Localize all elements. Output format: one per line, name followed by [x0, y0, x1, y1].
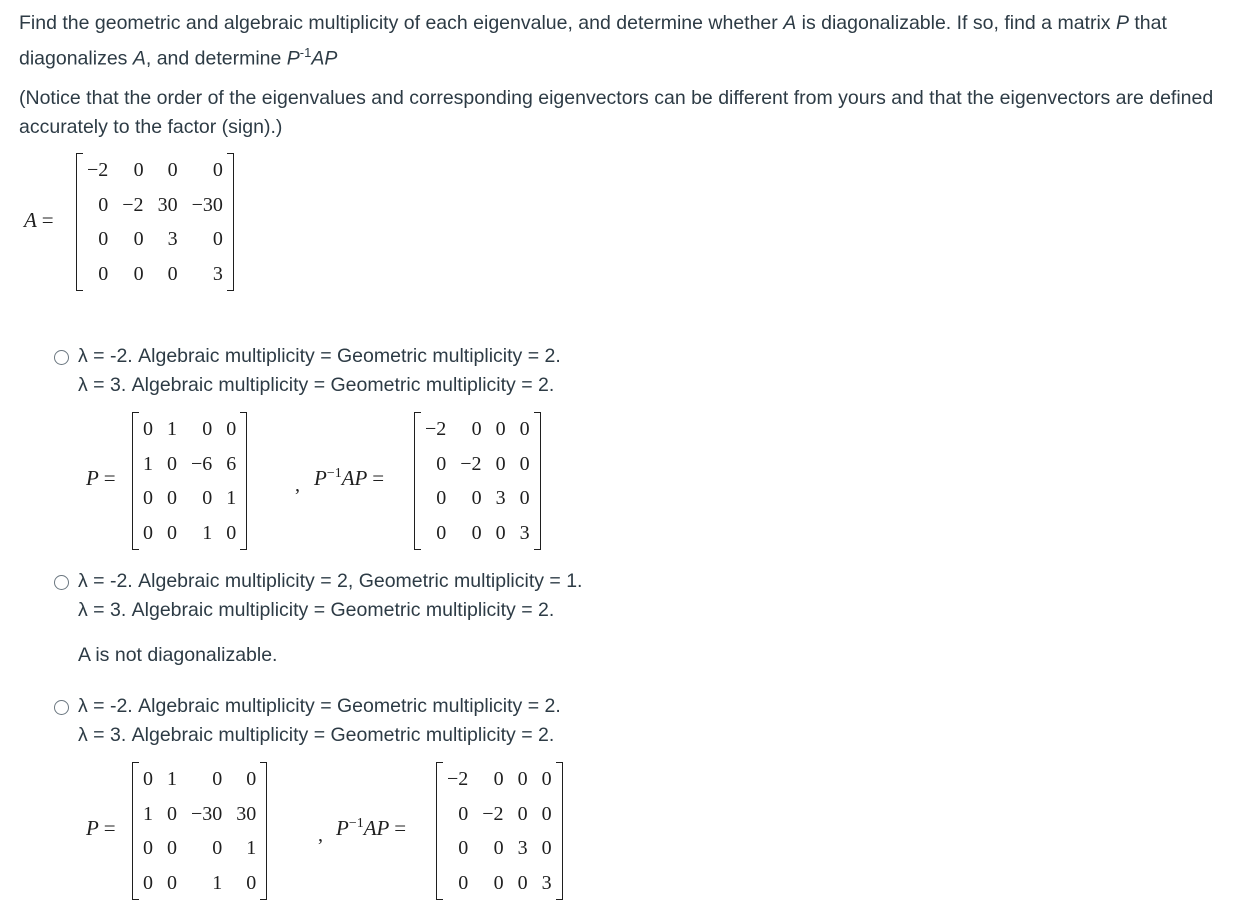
matrix-cell: 0	[167, 802, 177, 825]
matrix-row	[136, 481, 243, 516]
right-bracket	[260, 762, 267, 900]
matrix-cell: 1	[143, 802, 153, 825]
right-bracket	[556, 762, 563, 900]
option-3-line-2: λ = 3. Algebraic multiplicity = Geometric multiplicity = 2.	[78, 724, 555, 746]
matrix-cell: 0	[471, 487, 482, 509]
matrix-row	[136, 516, 243, 551]
option-2-note: A is not diagonalizable.	[78, 644, 278, 666]
matrix-row	[136, 412, 243, 447]
matrix-cell: 0	[133, 262, 144, 285]
matrix-cell: −30	[191, 193, 223, 216]
matrix-cell: 0	[98, 193, 109, 216]
matrix-cell: 0	[493, 768, 504, 790]
matrix-cell: 0	[212, 768, 223, 790]
matrix-cell: 0	[167, 159, 178, 181]
matrix-cell: 0	[212, 159, 223, 181]
matrix-cell: 3	[495, 487, 506, 509]
matrix-cell: 3	[541, 871, 552, 894]
left-bracket	[132, 762, 139, 900]
matrix-cell: 3	[519, 521, 530, 544]
matrix-cell: 0	[143, 837, 153, 859]
option-2-line-1: λ = -2. Algebraic multiplicity = 2, Geometric multiplicity = 1.	[78, 570, 583, 592]
matrix-cell: 0	[458, 837, 469, 859]
matrix-cell: −2	[425, 418, 447, 440]
matrix-cell: 0	[517, 768, 528, 790]
left-bracket	[414, 412, 421, 550]
matrix-cell: 0	[458, 802, 469, 825]
matrix-cell: −30	[191, 802, 223, 825]
matrix-cell: 1	[226, 487, 237, 509]
matrix-row	[418, 447, 537, 482]
option-3-p-label: P =	[86, 816, 116, 840]
option-1-matrix-p-body	[136, 412, 243, 550]
option-3-matrix-d-body	[440, 762, 559, 900]
matrix-cell: 0	[98, 228, 109, 250]
matrix-cell: 0	[167, 262, 178, 285]
matrix-cell: −2	[87, 159, 109, 181]
matrix-cell: 0	[519, 418, 530, 440]
matrix-a-body	[80, 153, 230, 291]
matrix-cell: 0	[212, 228, 223, 250]
matrix-cell: 0	[226, 521, 237, 544]
matrix-cell: 0	[436, 487, 447, 509]
matrix-a	[80, 153, 230, 291]
matrix-cell: 0	[167, 521, 177, 544]
right-bracket	[240, 412, 247, 550]
option-1-line-2: λ = 3. Algebraic multiplicity = Geometric multiplicity = 2.	[78, 374, 555, 396]
matrix-cell: 0	[458, 871, 469, 894]
matrix-cell: 0	[493, 871, 504, 894]
option-3-comma: ,	[318, 824, 323, 846]
matrix-cell: 0	[167, 837, 177, 859]
matrix-row	[440, 866, 559, 901]
matrix-row	[136, 797, 263, 832]
option-2-line-2: λ = 3. Algebraic multiplicity = Geometric multiplicity = 2.	[78, 599, 555, 621]
question-text: Find the geometric and algebraic multiplicity of each eigenvalue, and determine whether A is diagonalizable. If so, find a matrix P that diagonalizes A, and determine $P^{-1}AP$	[19, 12, 1167, 70]
matrix-cell: 1	[143, 452, 153, 475]
matrix-row	[440, 762, 559, 797]
matrix-cell: 0	[143, 871, 153, 894]
matrix-cell: 0	[541, 802, 552, 825]
matrix-cell: −2	[460, 452, 482, 475]
matrix-cell: 1	[202, 521, 213, 544]
matrix-cell: 0	[471, 418, 482, 440]
matrix-cell: 3	[167, 228, 178, 250]
matrix-cell: 1	[167, 418, 177, 440]
matrix-cell: 0	[143, 768, 153, 790]
matrix-cell: −6	[191, 452, 213, 475]
matrix-row	[136, 831, 263, 866]
matrix-cell: 0	[541, 768, 552, 790]
matrix-a-label: A =	[24, 208, 54, 232]
left-bracket	[76, 153, 83, 291]
matrix-cell: −2	[482, 802, 504, 825]
matrix-cell: 0	[98, 262, 109, 285]
matrix-cell: 0	[495, 521, 506, 544]
matrix-cell: 0	[212, 837, 223, 859]
matrix-cell: 0	[143, 487, 153, 509]
matrix-cell: 0	[143, 521, 153, 544]
option-1-p-label: P =	[86, 466, 116, 490]
matrix-cell: 0	[517, 871, 528, 894]
matrix-cell: 0	[541, 837, 552, 859]
option-3-matrix-p	[136, 762, 263, 900]
matrix-row	[136, 762, 263, 797]
matrix-cell: 1	[212, 871, 223, 894]
option-1-matrix-d-body	[418, 412, 537, 550]
matrix-row	[136, 866, 263, 901]
option-3-matrix-d	[440, 762, 559, 900]
matrix-cell: 0	[519, 452, 530, 475]
matrix-cell: 0	[495, 418, 506, 440]
matrix-row	[440, 831, 559, 866]
matrix-row	[418, 481, 537, 516]
matrix-cell: 0	[202, 487, 213, 509]
option-3-radio[interactable]	[54, 700, 69, 715]
right-bracket	[534, 412, 541, 550]
matrix-cell: 0	[202, 418, 213, 440]
right-bracket	[227, 153, 234, 291]
option-1-pinv-label: $P^{-1}AP$ =	[314, 466, 385, 490]
matrix-cell: 0	[246, 768, 257, 790]
matrix-cell: 0	[436, 452, 447, 475]
option-1-radio[interactable]	[54, 350, 69, 365]
matrix-cell: −2	[447, 768, 469, 790]
matrix-row	[80, 222, 230, 257]
option-3-pinv-label: $P^{-1}AP$ =	[336, 816, 407, 840]
matrix-cell: 0	[246, 871, 257, 894]
matrix-cell: 0	[133, 228, 144, 250]
left-bracket	[436, 762, 443, 900]
matrix-cell: 30	[236, 802, 257, 825]
matrix-cell: 0	[493, 837, 504, 859]
matrix-row	[80, 153, 230, 188]
matrix-cell: 6	[226, 452, 237, 475]
notice-text: (Notice that the order of the eigenvalues and corresponding eigenvectors can be different from yours and that the eigenvectors are defined accurately to the factor (sign).)	[19, 87, 1214, 138]
option-1-matrix-p	[136, 412, 243, 550]
matrix-cell: 0	[143, 418, 153, 440]
left-bracket	[132, 412, 139, 550]
matrix-row	[418, 516, 537, 551]
option-3-line-1: λ = -2. Algebraic multiplicity = Geometric multiplicity = 2.	[78, 695, 561, 717]
matrix-cell: 1	[167, 768, 177, 790]
matrix-row	[440, 797, 559, 832]
matrix-row	[136, 447, 243, 482]
matrix-cell: 3	[517, 837, 528, 859]
option-2-radio[interactable]	[54, 575, 69, 590]
matrix-cell: 0	[517, 802, 528, 825]
matrix-cell: 30	[157, 193, 178, 216]
matrix-cell: 0	[471, 521, 482, 544]
matrix-cell: 0	[167, 487, 177, 509]
matrix-cell: 0	[167, 871, 177, 894]
matrix-cell: 1	[246, 837, 257, 859]
option-3-matrix-p-body	[136, 762, 263, 900]
matrix-cell: 0	[226, 418, 237, 440]
matrix-cell: 0	[133, 159, 144, 181]
matrix-cell: −2	[122, 193, 144, 216]
matrix-row	[418, 412, 537, 447]
option-1-comma: ,	[295, 474, 300, 496]
matrix-cell: 0	[167, 452, 177, 475]
matrix-row	[80, 257, 230, 292]
matrix-cell: 0	[495, 452, 506, 475]
option-1-line-1: λ = -2. Algebraic multiplicity = Geometric multiplicity = 2.	[78, 345, 561, 367]
matrix-cell: 0	[519, 487, 530, 509]
matrix-row	[80, 188, 230, 223]
matrix-cell: 3	[212, 262, 223, 285]
option-1-matrix-d	[418, 412, 537, 550]
matrix-cell: 0	[436, 521, 447, 544]
